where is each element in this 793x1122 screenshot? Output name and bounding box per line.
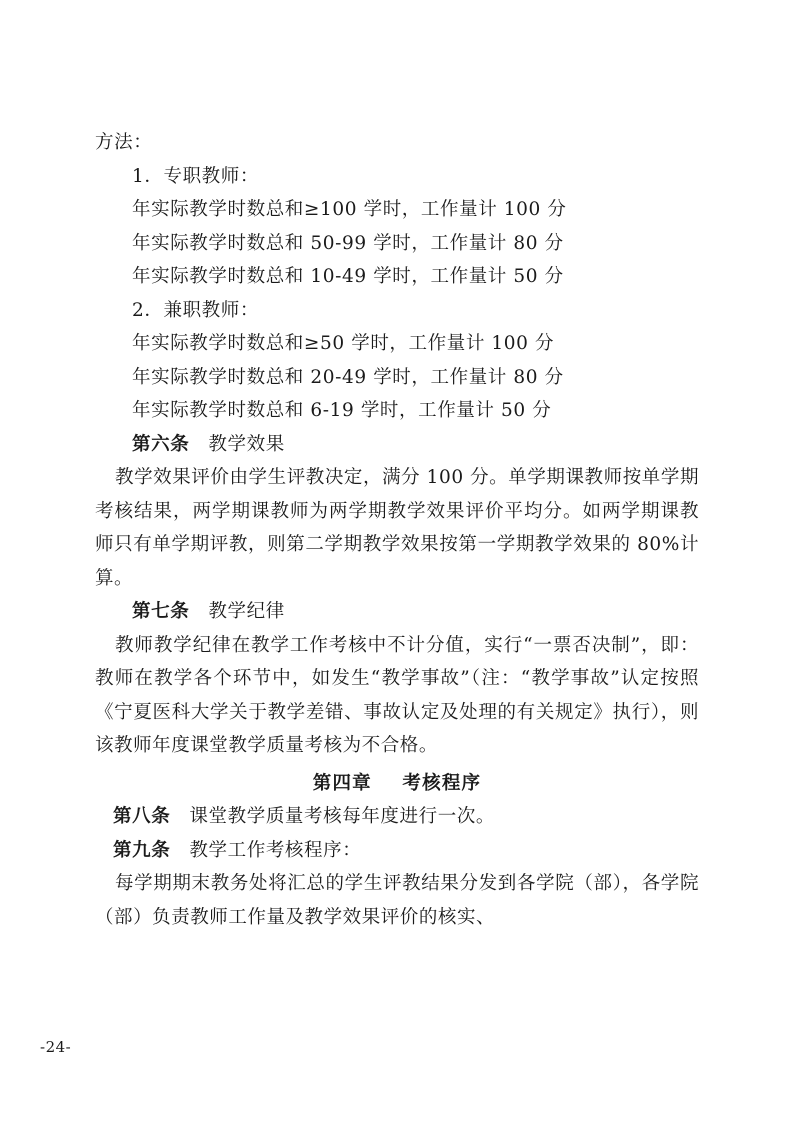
article-9-spacer [170, 840, 189, 861]
article-8-text: 课堂教学质量考核每年度进行一次。 [189, 806, 496, 827]
text-line-hours-50: 年实际教学时数总和≥50 学时，工作量计 100 分 [132, 333, 555, 354]
text-line-hours-10-49: 年实际教学时数总和 10-49 学时，工作量计 50 分 [132, 266, 564, 287]
article-6-title-spacer [189, 434, 208, 455]
article-9-line [95, 834, 699, 868]
article-6-title: 教学效果 [208, 433, 285, 455]
article-8-label: 第八条 [113, 806, 171, 827]
article-6-heading [95, 428, 699, 462]
text-line-hours-6-19: 年实际教学时数总和 6-19 学时，工作量计 50 分 [132, 400, 552, 421]
article-7-label: 第七条 [132, 601, 190, 622]
article-7-body: 教师教学纪律在教学工作考核中不计分值，实行“一票否决制”，即：教师在教学各个环节中，如发生“教学事故”（注：“教学事故”认定按照《宁夏医科大学关于教学差错、事故认定及处理的有关规定》执行），则该教师年度课堂教学质量考核为不合格。 [95, 634, 699, 756]
chapter-4-title: 第四章 考核程序 [312, 772, 482, 794]
article-6-label: 第六条 [132, 433, 190, 455]
text-line-hours-50-99: 年实际教学时数总和 50-99 学时，工作量计 80 分 [132, 232, 564, 254]
article-8-spacer [170, 806, 189, 827]
article-9-text: 教学工作考核程序： [189, 839, 362, 861]
article-9-body: 每学期期末教务处将汇总的学生评教结果分发到各学院（部），各学院（部）负责教师工作量及教学效果评价的核实、 [95, 873, 699, 928]
text-line-parttime-teacher: 2．兼职教师： [132, 299, 259, 321]
article-7-title: 教学纪律 [208, 601, 285, 622]
article-6-body: 教学效果评价由学生评教决定，满分 100 分。单学期课教师按单学期考核结果，两学期课教师为两学期教学效果评价平均分。如两学期课教师只有单学期评教，则第二学期教学效果按第一学期教学效果的 80%计算。 [95, 467, 699, 589]
page-content [95, 126, 699, 934]
article-8-line [95, 800, 699, 834]
text-line-hours-100: 年实际教学时数总和≥100 学时，工作量计 100 分 [132, 199, 567, 220]
article-7-heading [95, 595, 699, 629]
page-number: -24- [40, 1038, 72, 1056]
article-9-label: 第九条 [113, 839, 171, 861]
text-line-fulltime-teacher: 1．专职教师： [132, 165, 259, 187]
text-line-method: 方法： [95, 132, 153, 153]
article-7-title-spacer [189, 601, 208, 622]
text-line-hours-20-49: 年实际教学时数总和 20-49 学时，工作量计 80 分 [132, 366, 564, 388]
